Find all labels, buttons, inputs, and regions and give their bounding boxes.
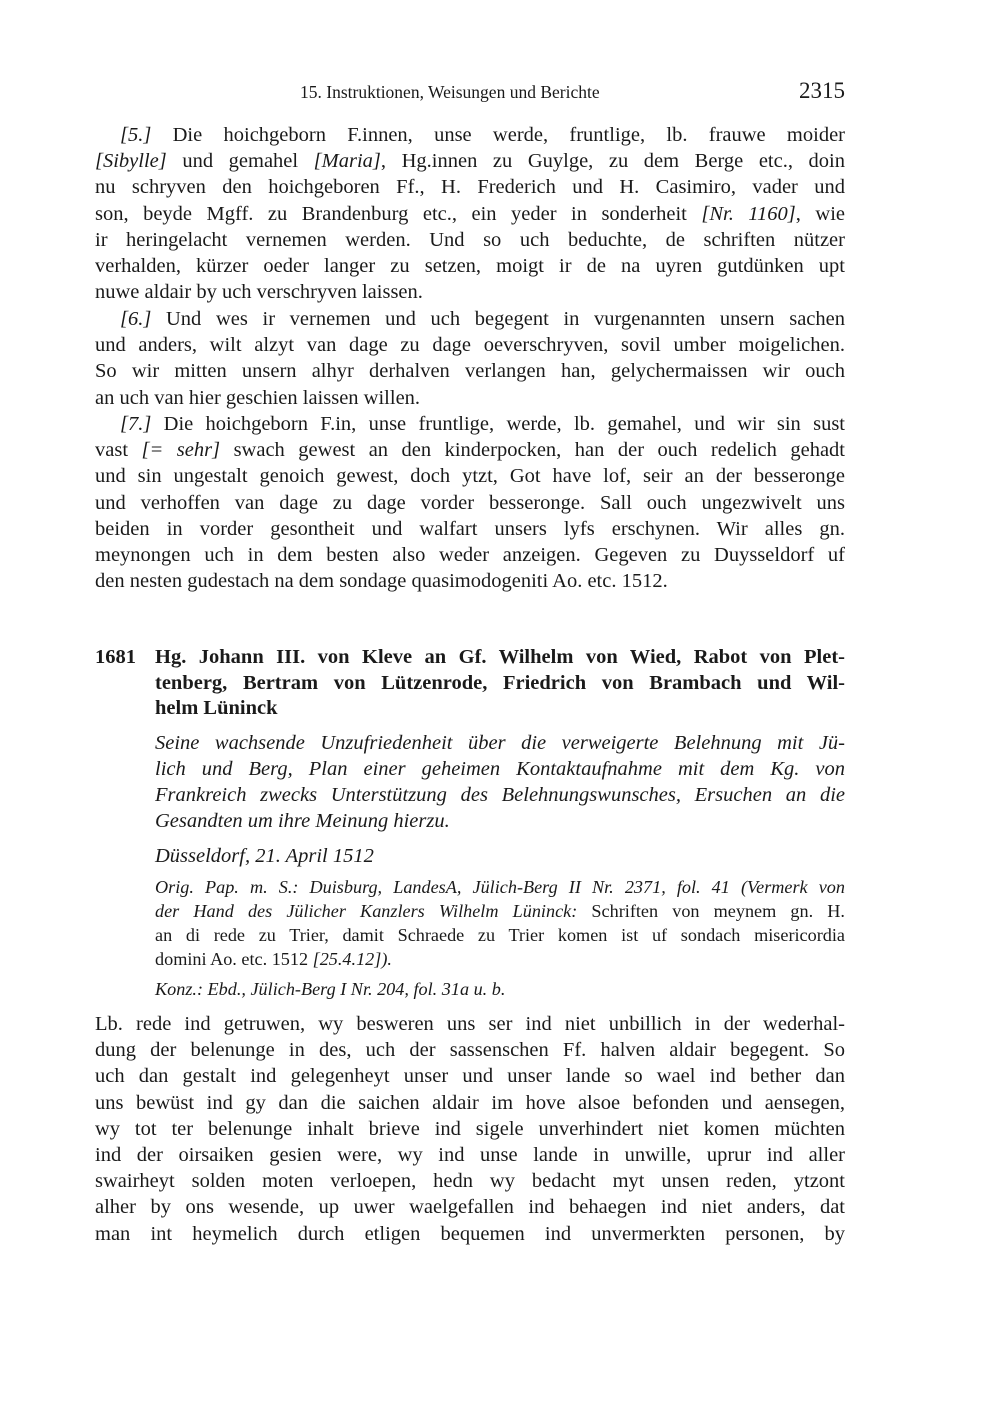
text-segment: an uch van hier geschien laissen willen.: [95, 386, 421, 409]
text-line: [95, 122, 845, 148]
text-line: [155, 843, 845, 869]
text-line: [95, 1168, 845, 1194]
italic-text: [Nr. 1160]: [701, 202, 796, 225]
text-segment: Gesandten um ihre Meinung hierzu.: [155, 810, 450, 832]
text-segment: nu schryven den hoichgeboren Ff., H. Frederich und H. Casimiro, vader und: [95, 176, 845, 199]
text-segment: beiden in vorder gesontheit und walfart unsers lyfs erschynen. Wir alles gn.: [95, 517, 845, 540]
text-segment: und anders, wilt alzyt van dage zu dage oeverschryven, sovil umber moigelichen.: [95, 334, 845, 357]
italic-text: [6.]: [120, 308, 152, 330]
text-line: [95, 542, 845, 568]
text-segment: son, beyde Mgff. zu Brandenburg etc., ein yeder in sonderheit: [95, 202, 702, 225]
text-line: [95, 253, 845, 279]
text-line: [95, 516, 845, 542]
text-segment: vast: [95, 439, 142, 462]
document-number: 1681: [95, 646, 136, 668]
text-segment: man int heymelich durch etligen bequemen ind unvermerkten personen, by: [95, 1222, 845, 1245]
text-segment: den nesten gudestach na dem sondage quasimodogeniti Ao. etc. 1512.: [95, 570, 668, 593]
text-line: [95, 1063, 845, 1089]
italic-text: [7.]: [120, 413, 152, 435]
text-line: [95, 201, 845, 227]
text-segment: domini Ao. etc. 1512: [155, 949, 313, 969]
text-segment: swairheyt solden moten verloepen, hedn wy bedacht myt unsen reden, ytzont: [95, 1170, 845, 1193]
italic-text: [25.4.12]).: [312, 949, 392, 969]
page-number: 2315: [799, 78, 845, 103]
text-segment: meynongen uch in dem besten also weder anzeigen. Gegeven zu Duysseldorf uf: [95, 544, 845, 566]
text-segment: lich und Berg, Plan einer geheimen Kontaktaufnahme mit dem Kg. von: [155, 758, 845, 780]
text-line: [95, 148, 845, 174]
text-line: [155, 782, 845, 808]
text-line: [155, 730, 845, 756]
text-line: [95, 1037, 845, 1063]
text-segment: , Hg.innen zu Guylge, zu dem Berge etc., doin: [380, 150, 845, 173]
text-line: [95, 1116, 845, 1142]
text-line: [95, 437, 845, 463]
text-segment: swach gewest an den kinderpocken, han der ouch redelich gehadt: [220, 439, 846, 462]
text-line: [155, 899, 845, 925]
text-line: [155, 695, 845, 721]
text-segment: Düsseldorf, 21. April 1512: [155, 845, 374, 867]
italic-text: [Maria]: [313, 150, 381, 173]
text-line: [95, 568, 845, 594]
text-line: [95, 1142, 845, 1168]
text-line: [95, 1090, 845, 1116]
text-line: [95, 385, 845, 411]
text-line: [155, 670, 845, 696]
text-segment: , wie: [795, 202, 845, 225]
text-segment: Die hoichgeborn F.innen, unse werde, fruntlige, lb. frauwe moider: [151, 124, 845, 146]
text-segment: Die hoichgeborn F.in, unse fruntlige, werde, lb. gemahel, und wir sin sust: [151, 413, 845, 435]
text-line: [95, 332, 845, 358]
text-line: [95, 279, 845, 305]
text-segment: helm Lüninck: [155, 697, 278, 719]
text-segment: Frankreich zwecks Unterstützung des Belehnungswunsches, Ersuchen an die: [155, 784, 845, 806]
text-segment: und sin ungestalt genoich gewest, doch ytzt, Got have lof, seir an der besseronge: [95, 465, 845, 488]
text-line: [95, 174, 845, 200]
text-line: [95, 1194, 845, 1220]
text-segment: ind der oirsaiken gesien were, wy ind unse lande in unwille, uprur ind aller: [95, 1144, 845, 1166]
text-segment: Lb. rede ind getruwen, wy besweren uns ser ind niet unbillich in der wederhal-: [95, 1013, 845, 1035]
text-segment: wy tot ter belenunge inhalt brieve ind sigele unverhindert niet komen müchten: [95, 1117, 845, 1140]
text-segment: Seine wachsende Unzufriedenheit über die verweigerte Belehnung mit Jü-: [155, 732, 845, 754]
text-segment: tenberg, Bertram von Lützenrode, Friedrich von Brambach und Wil-: [155, 671, 845, 694]
italic-text: [Sibylle]: [95, 150, 167, 173]
text-line: [155, 808, 845, 834]
text-segment: an di rede zu Trier, damit Schraede zu Trier komen ist uf sondach misericordia: [155, 925, 845, 945]
italic-text: Konz.: Ebd., Jülich-Berg I Nr. 204, fol. 31a u. b.: [155, 979, 506, 999]
italic-text: der Hand des Jülicher Kanzlers Wilhelm Lüninck:: [155, 901, 578, 921]
text-segment: uns bewüst ind gy dan die saichen aldair im hove alsoe befonden und aensegen,: [95, 1091, 845, 1114]
text-segment: dung der belenunge in des, uch der sassenschen Ff. halven aldair begegent. So: [95, 1039, 845, 1062]
text-line: [155, 947, 845, 973]
text-segment: ir heringelacht vernemen werden. Und so uch beduchte, de schriften nützer: [95, 228, 845, 251]
text-segment: uch dan gestalt ind gelegenheyt unser und unser lande so wael ind bether dan: [95, 1065, 845, 1088]
text-segment: Und wes ir vernemen und uch begegent in vurgenannten unsern sachen: [151, 308, 845, 330]
text-segment: nuwe aldair by uch verschryven laissen.: [95, 281, 423, 304]
text-segment: und verhoffen van dage zu dage vorder besseronge. Sall ouch ungezwivelt uns: [95, 491, 845, 514]
italic-text: [= sehr]: [141, 439, 221, 462]
text-line: [95, 490, 845, 516]
text-line: [155, 644, 845, 670]
italic-text: Orig. Pap. m. S.: Duisburg, LandesA, Jülich-Berg II Nr. 2371, fol. 41 (Vermerk von: [155, 877, 845, 897]
text-segment: So wir mitten unsern alhyr derhalven verlangen han, gelychermaissen wir ouch: [95, 360, 845, 383]
text-line: [155, 756, 845, 782]
text-line: [155, 976, 845, 1002]
italic-text: [5.]: [120, 124, 152, 146]
running-header: 15. Instruktionen, Weisungen und Berichte: [300, 82, 600, 102]
text-line: [95, 227, 845, 253]
text-line: [95, 1221, 845, 1247]
text-segment: Hg. Johann III. von Kleve an Gf. Wilhelm von Wied, Rabot von Plet-: [155, 646, 845, 668]
text-line: [95, 1011, 845, 1037]
text-line: [95, 411, 845, 437]
text-segment: Schriften von meynem gn. H.: [577, 901, 845, 921]
text-line: [155, 923, 845, 949]
text-line: [95, 358, 845, 384]
text-line: [155, 875, 845, 901]
text-segment: alher by ons wesende, up uwer waelgefallen ind behaegen ind niet anders, dat: [95, 1196, 845, 1219]
text-segment: verhalden, kürzer oeder langer zu setzen, moigt ir de na uyren gutdünken upt: [95, 255, 845, 277]
text-segment: und gemahel: [166, 150, 314, 173]
text-line: [95, 463, 845, 489]
text-line: [95, 306, 845, 332]
